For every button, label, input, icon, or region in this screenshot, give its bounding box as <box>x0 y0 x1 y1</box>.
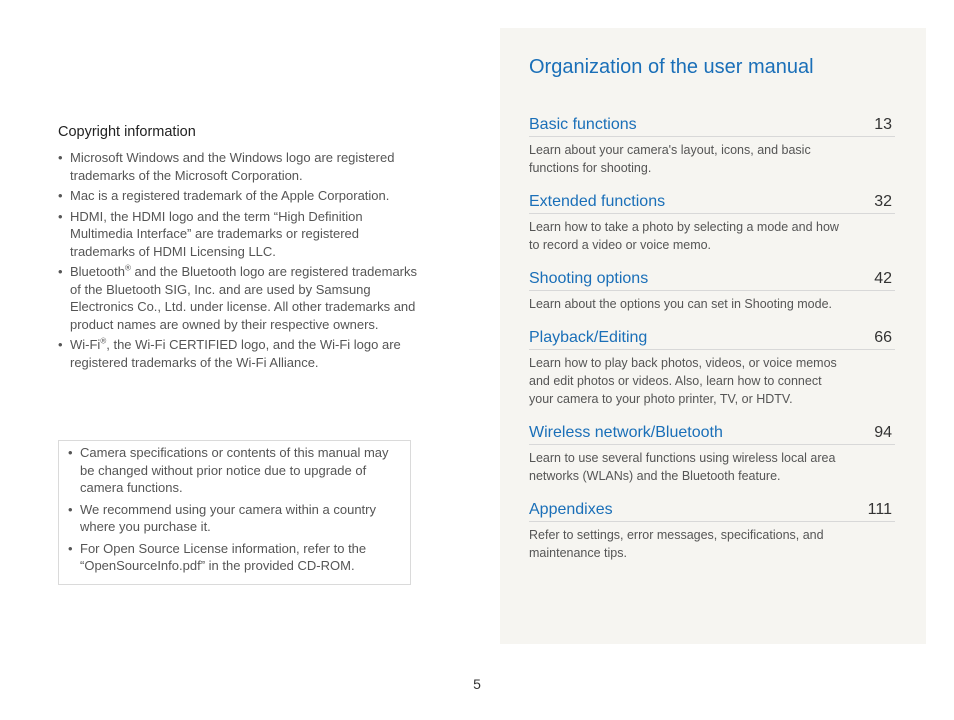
copyright-item: • Mac is a registered trademark of the Apple Corporation. <box>58 187 418 205</box>
toc-description: Learn how to play back photos, videos, or voice memos and edit photos or videos. Also, learn how to connect your camera to your photo printer, TV, or HDTV. <box>529 356 837 406</box>
toc-item-playback-editing <box>529 329 895 408</box>
toc-item-appendixes <box>529 501 895 562</box>
toc-link-basic-functions[interactable]: Basic functions <box>529 116 637 133</box>
toc-heading-row <box>529 424 895 445</box>
toc-heading-row <box>529 501 895 522</box>
toc-description: Learn about the options you can set in Shooting mode. <box>529 297 832 311</box>
registered-mark: ® <box>100 336 107 346</box>
toc-page-number: 32 <box>874 193 892 210</box>
toc-item-basic-functions <box>529 116 895 177</box>
toc-page-number: 42 <box>874 270 892 287</box>
toc-page-number: 66 <box>874 329 892 346</box>
toc-link-playback-editing[interactable]: Playback/Editing <box>529 329 648 346</box>
toc-link-extended-functions[interactable]: Extended functions <box>529 193 666 210</box>
wifi-text: , the Wi-Fi CERTIFIED logo, and the Wi-Fi logo are registered trademarks of the Wi-Fi Alliance. <box>70 337 401 370</box>
toc-page-number: 13 <box>874 116 892 133</box>
toc-description: Learn about your camera's layout, icons, and basic functions for shooting. <box>529 143 811 175</box>
bluetooth-word: Bluetooth <box>70 264 125 279</box>
toc-page-number: 111 <box>867 501 892 518</box>
toc-heading-row <box>529 116 895 137</box>
notice-item: • For Open Source License information, refer to the “OpenSourceInfo.pdf” in the provided CD-ROM. <box>68 540 402 575</box>
copyright-list <box>58 149 418 371</box>
notice-item: • Camera specifications or contents of this manual may be changed without prior notice due to upgrade of camera functions. <box>68 444 402 497</box>
copyright-item <box>58 336 418 371</box>
toc-page-number: 94 <box>874 424 892 441</box>
toc-description: Refer to settings, error messages, specifications, and maintenance tips. <box>529 528 824 560</box>
bluetooth-text: and the Bluetooth logo are registered trademarks of the Bluetooth SIG, Inc. and are used by Samsung Electronics Co., Ltd. under license. All other trademarks and product names are owned by their respective owners. <box>70 264 418 332</box>
toc-heading-row <box>529 329 895 350</box>
copyright-section <box>58 124 418 374</box>
toc-heading-row <box>529 270 895 291</box>
toc-item-wireless-network <box>529 424 895 485</box>
registered-mark: ® <box>124 263 131 273</box>
copyright-heading: Copyright information <box>58 124 196 140</box>
toc-description: Learn to use several functions using wireless local area networks (WLANs) and the Bluetooth feature. <box>529 451 836 483</box>
wifi-word: Wi-Fi <box>70 337 101 352</box>
organization-panel <box>500 28 926 644</box>
notice-item: • We recommend using your camera within a country where you purchase it. <box>68 501 402 536</box>
notice-list <box>68 444 402 575</box>
toc-link-shooting-options[interactable]: Shooting options <box>529 270 649 287</box>
copyright-item <box>58 263 418 333</box>
copyright-item: • Microsoft Windows and the Windows logo are registered trademarks of the Microsoft Corporation. <box>58 149 418 184</box>
organization-title: Organization of the user manual <box>529 56 814 78</box>
toc-list <box>529 116 895 578</box>
toc-link-wireless-network[interactable]: Wireless network/Bluetooth <box>529 424 723 441</box>
toc-heading-row <box>529 193 895 214</box>
notice-box <box>58 440 411 585</box>
toc-item-shooting-options <box>529 270 895 313</box>
toc-item-extended-functions <box>529 193 895 254</box>
toc-link-appendixes[interactable]: Appendixes <box>529 501 613 518</box>
page-number: 5 <box>473 676 481 692</box>
toc-description: Learn how to take a photo by selecting a mode and how to record a video or voice memo. <box>529 220 839 252</box>
copyright-item: • HDMI, the HDMI logo and the term “High Definition Multimedia Interface” are trademarks or registered trademarks of HDMI Licensing LLC. <box>58 208 418 261</box>
